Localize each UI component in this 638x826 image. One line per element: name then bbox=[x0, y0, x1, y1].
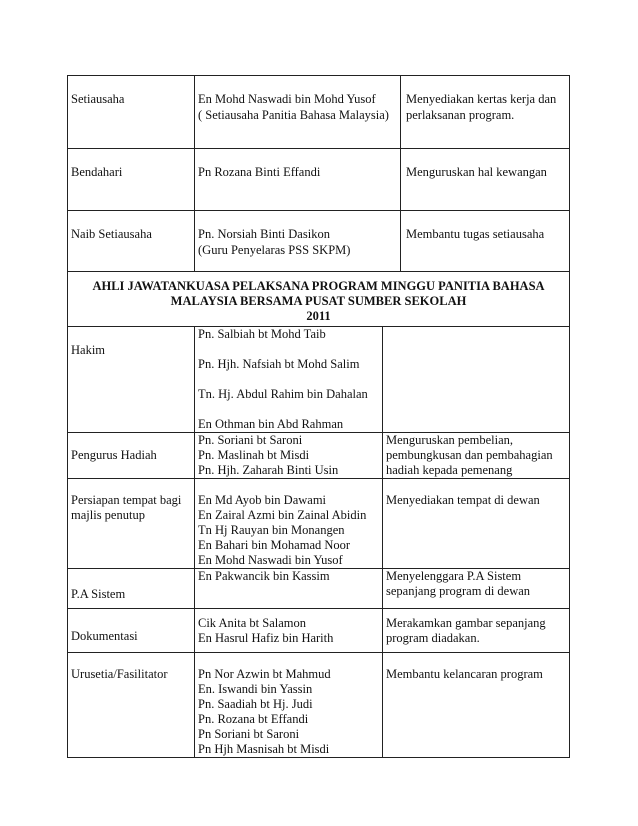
task-cell: Menyelenggara P.A Sistem sepanjang program di dewan bbox=[383, 569, 570, 609]
role-cell: Naib Setiausaha bbox=[68, 211, 195, 272]
task-cell: Menyediakan kertas kerja dan perlaksanan program. bbox=[401, 76, 570, 149]
role-cell: Urusetia/Fasilitator bbox=[68, 653, 195, 758]
task-cell: Menyediakan tempat di dewan bbox=[383, 479, 570, 569]
table-row bbox=[68, 327, 570, 433]
table-row bbox=[68, 609, 570, 653]
role-cell: Dokumentasi bbox=[68, 609, 195, 653]
section-header-row bbox=[68, 272, 570, 327]
name-cell: Pn Rozana Binti Effandi bbox=[195, 149, 401, 211]
task-cell bbox=[383, 327, 570, 433]
name-cell: Pn. Salbiah bt Mohd Taib Pn. Hjh. Nafsiah bt Mohd Salim Tn. Hj. Abdul Rahim bin Dahalan En Othman bin Abd Rahman bbox=[195, 327, 383, 433]
name-cell: En Mohd Naswadi bin Mohd Yusof ( Setiausaha Panitia Bahasa Malaysia) bbox=[195, 76, 401, 149]
name-cell: Pn Nor Azwin bt Mahmud En. Iswandi bin Yassin Pn. Saadiah bt Hj. Judi Pn. Rozana bt Effandi Pn Soriani bt Saroni Pn Hjh Masnisah bt Misdi bbox=[195, 653, 383, 758]
task-cell: Membantu tugas setiausaha bbox=[401, 211, 570, 272]
table-row bbox=[68, 433, 570, 479]
table-row bbox=[68, 479, 570, 569]
role-cell: Pengurus Hadiah bbox=[68, 433, 195, 479]
task-cell: Menguruskan hal kewangan bbox=[401, 149, 570, 211]
name-cell: En Pakwancik bin Kassim bbox=[195, 569, 383, 609]
name-cell: En Md Ayob bin Dawami En Zairal Azmi bin Zainal Abidin Tn Hj Rauyan bin Monangen En Bahari bin Mohamad Noor En Mohd Naswadi bin Yusof bbox=[195, 479, 383, 569]
name-cell: Pn. Soriani bt Saroni Pn. Maslinah bt Misdi Pn. Hjh. Zaharah Binti Usin bbox=[195, 433, 383, 479]
name-cell: Cik Anita bt Salamon En Hasrul Hafiz bin Harith bbox=[195, 609, 383, 653]
task-cell: Menguruskan pembelian, pembungkusan dan pembahagian hadiah kepada pemenang bbox=[383, 433, 570, 479]
table-row bbox=[68, 653, 570, 758]
table-row bbox=[68, 211, 570, 272]
section-header: AHLI JAWATANKUASA PELAKSANA PROGRAM MINGGU PANITIA BAHASA MALAYSIA BERSAMA PUSAT SUMBER SEKOLAH 2011 bbox=[68, 272, 570, 327]
role-cell: Hakim bbox=[68, 327, 195, 433]
role-cell: Setiausaha bbox=[68, 76, 195, 149]
task-cell: Membantu kelancaran program bbox=[383, 653, 570, 758]
committee-table bbox=[67, 75, 570, 272]
table-row bbox=[68, 76, 570, 149]
implementation-committee-table bbox=[67, 271, 570, 758]
name-cell: Pn. Norsiah Binti Dasikon (Guru Penyelaras PSS SKPM) bbox=[195, 211, 401, 272]
role-cell: Persiapan tempat bagi majlis penutup bbox=[68, 479, 195, 569]
table-row bbox=[68, 149, 570, 211]
role-cell: P.A Sistem bbox=[68, 569, 195, 609]
table-row bbox=[68, 569, 570, 609]
task-cell: Merakamkan gambar sepanjang program diadakan. bbox=[383, 609, 570, 653]
role-cell: Bendahari bbox=[68, 149, 195, 211]
